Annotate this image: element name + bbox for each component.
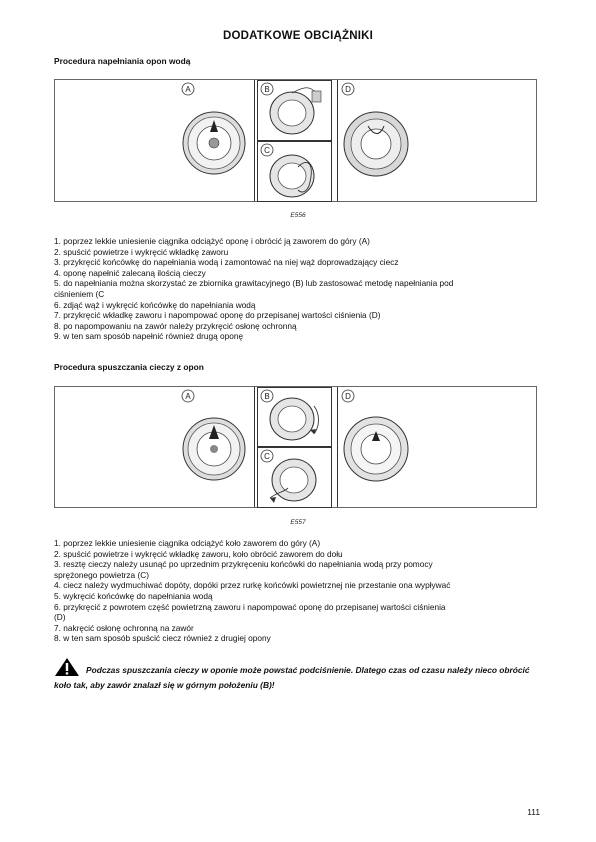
page-title: DODATKOWE OBCIĄŻNIKI [222, 30, 374, 42]
list-item: sprężonego powietrza (C) [54, 569, 149, 580]
section-heading-filling: Procedura napełniania opon wodą [54, 56, 191, 66]
panel-c [257, 141, 332, 202]
panel-label-d: D [345, 85, 351, 94]
list-item: 9. w ten sam sposób napełnić również drugą oponę [54, 331, 244, 342]
panel-b [257, 387, 332, 447]
list-item: 4. oponę napełnić zalecaną ilością cieczy [54, 267, 206, 278]
tire-valve-up-illustration [176, 387, 255, 507]
tire-valve-up-illustration [176, 80, 255, 201]
draining-steps-list [54, 538, 544, 644]
panel-label-d: D [345, 392, 351, 401]
list-item: 7. przykręcić wkładkę zaworu i napompować oponę do przepisanej wartości ciśnienia (D) [54, 310, 381, 321]
warning-note [54, 657, 544, 691]
panel-b [257, 80, 332, 141]
panel-label-a: A [185, 392, 191, 401]
tire-inflate-illustration [338, 387, 411, 507]
gravity-tank-illustration [258, 81, 333, 142]
figure-draining [54, 386, 537, 508]
list-item: ciśnieniem (C [54, 288, 105, 299]
list-item: 2. spuścić powietrze i wykręcić wkładkę zaworu, koło obrócić zaworem do dołu [54, 548, 343, 559]
panel-a [176, 387, 255, 507]
filling-steps-list [54, 236, 544, 342]
list-item: 3. przykręcić końcówkę do napełniania wodą i zamontować na niej wąż doprowadzający ciecz [54, 257, 399, 268]
list-item: 7. nakręcić osłonę ochronną na zawór [54, 622, 194, 633]
list-item: 1. poprzez lekkie uniesienie ciągnika odciążyć koło zaworem do góry (A) [54, 538, 321, 548]
list-item: 8. po napompowaniu na zawór należy przykręcić osłonę ochronną [54, 320, 297, 331]
panel-a [176, 80, 255, 201]
panel-d [337, 80, 410, 201]
section-heading-draining: Procedura spuszczania cieczy z opon [54, 362, 204, 372]
compressed-air-illustration [258, 448, 333, 509]
list-item: 5. wykręcić końcówkę do napełniania wodą [54, 590, 213, 601]
page-number: 111 [527, 807, 540, 817]
tire-inflate-illustration [338, 80, 411, 201]
panel-d [337, 387, 410, 507]
panel-label-c: C [264, 452, 270, 461]
list-item: (D) [54, 612, 66, 623]
panel-label-a: A [185, 85, 191, 94]
warning-text: Podczas spuszczania cieczy w oponie może powstać podciśnienie. Dlatego czas od czasu należy nieco obrócić koło tak, aby zawór znalazł się w górnym położeniu (B)! [54, 665, 530, 691]
figure-filling [54, 79, 537, 202]
list-item: 2. spuścić powietrze i wykręcić wkładkę zaworu [54, 246, 229, 257]
valve-down-illustration [258, 388, 333, 448]
list-item: 6. zdjąć wąż i wykręcić końcówkę do napełniania wodą [54, 299, 256, 310]
list-item: 3. resztę cieczy należy usunąć po uprzednim przykręceniu końcówki do napełniania wodą przy pomocy [54, 559, 433, 570]
panel-label-b: B [264, 392, 270, 401]
list-item: 6. przykręcić z powrotem część powietrzną zaworu i napompować oponę do przepisanej wartości ciśnienia [54, 601, 446, 612]
list-item: 1. poprzez lekkie uniesienie ciągnika odciążyć oponę i obrócić ją zaworem do góry (A) [54, 236, 370, 246]
panel-c [257, 447, 332, 508]
list-item: 5. do napełniania można skorzystać ze zbiornika grawitacyjnego (B) lub zastosować metodę napełniania pod [54, 278, 454, 289]
figure-caption-e556: E556 [290, 212, 306, 219]
figure-caption-e557: E557 [290, 519, 306, 526]
warning-triangle-icon [54, 657, 80, 680]
panel-label-b: B [264, 85, 270, 94]
panel-label-c: C [264, 146, 270, 155]
pressure-fill-illustration [258, 142, 333, 203]
list-item: 8. w ten sam sposób spuścić ciecz również z drugiej opony [54, 633, 271, 644]
list-item: 4. ciecz należy wydmuchiwać dopóty, dopóki przez rurkę końcówki powietrznej nie przestanie ona wypływać [54, 580, 451, 591]
